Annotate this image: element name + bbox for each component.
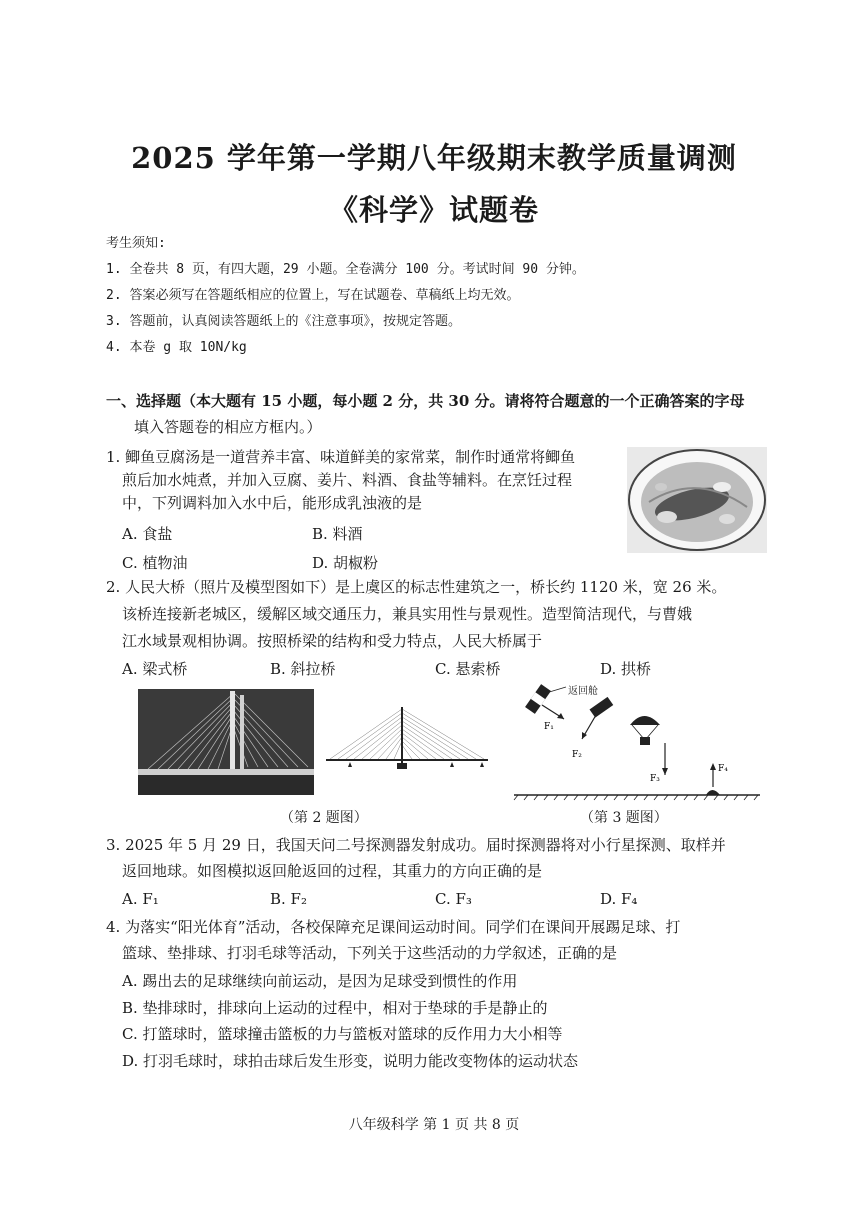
q1-line-3: 中，下列调料加入水中后，能形成乳浊液的是 bbox=[122, 494, 423, 512]
q3-option-d: D. F₄ bbox=[600, 890, 638, 908]
q3-line-2: 返回地球。如图模拟返回舱返回的过程，其重力的方向正确的是 bbox=[122, 862, 543, 880]
q1-line-2: 煎后加水炖煮，并加入豆腐、姜片、料酒、食盐等辅料。在烹饪过程 bbox=[122, 471, 573, 489]
bridge-model-diagram bbox=[324, 707, 490, 777]
q2-line-1: 2. 人民大桥（照片及模型图如下）是上虞区的标志性建筑之一，桥长约 1120 米，宽 26 米。 bbox=[106, 578, 727, 596]
exam-subtitle: 《科学》试题卷 bbox=[328, 193, 539, 227]
page-footer: 八年级科学 第 1 页 共 8 页 bbox=[348, 1117, 520, 1133]
force-label-f1: F₁ bbox=[544, 722, 554, 732]
section-heading-text: 一、选择题（本大题有 15 小题，每小题 2 分，共 30 分。请将符合题意的一个正确答案的字母 bbox=[106, 392, 745, 410]
capsule-force-diagram bbox=[510, 679, 766, 801]
force-label-f3: F₃ bbox=[650, 774, 660, 784]
notice-item-4: 4. 本卷 g 取 10N/kg bbox=[106, 340, 247, 355]
notice-item-2: 2. 答案必须写在答题纸相应的位置上，写在试题卷、草稿纸上均无效。 bbox=[106, 288, 520, 303]
figure-caption-q2: （第 2 题图） bbox=[280, 810, 368, 826]
q1-option-b: B. 料酒 bbox=[312, 525, 363, 543]
section-heading bbox=[106, 388, 766, 414]
q2-option-a: A. 梁式桥 bbox=[122, 660, 188, 678]
q2-line-3: 江水域景观相协调。按照桥梁的结构和受力特点，人民大桥属于 bbox=[122, 632, 543, 650]
q4-option-b: B. 垫排球时，排球向上运动的过程中，相对于垫球的手是静止的 bbox=[122, 999, 548, 1017]
notice-item-3: 3. 答题前，认真阅读答题纸上的《注意事项》，按规定答题。 bbox=[106, 314, 461, 329]
q4-option-a: A. 踢出去的足球继续向前运动，是因为足球受到惯性的作用 bbox=[122, 972, 518, 990]
q1-option-a: A. 食盐 bbox=[122, 525, 173, 543]
q1-option-c: C. 植物油 bbox=[122, 554, 188, 572]
q2-option-b: B. 斜拉桥 bbox=[270, 660, 336, 678]
force-label-f2: F₂ bbox=[572, 750, 582, 760]
q4-line-2: 篮球、垫排球、打羽毛球等活动，下列关于这些活动的力学叙述，正确的是 bbox=[122, 944, 618, 962]
exam-title: 2025 学年第一学期八年级期末教学质量调测 bbox=[131, 141, 737, 175]
q3-line-1: 3. 2025 年 5 月 29 日，我国天问二号探测器发射成功。届时探测器将对小行星探测、取样并 bbox=[106, 836, 726, 854]
q2-option-d: D. 拱桥 bbox=[600, 660, 652, 678]
q4-line-1: 4. 为落实“阳光体育”活动，各校保障充足课间运动时间。同学们在课间开展踢足球、打 bbox=[106, 918, 681, 936]
notice-item-1: 1. 全卷共 8 页，有四大题，29 小题。全卷满分 100 分。考试时间 90 分钟。 bbox=[106, 262, 585, 277]
q4-option-c: C. 打篮球时，篮球撞击篮板的力与篮板对篮球的反作用力大小相等 bbox=[122, 1025, 563, 1043]
bridge-photo bbox=[138, 689, 314, 795]
q4-option-d: D. 打羽毛球时，球拍击球后发生形变，说明力能改变物体的运动状态 bbox=[122, 1052, 579, 1070]
section-heading-cont: 填入答题卷的相应方框内。） bbox=[134, 418, 322, 436]
force-label-f4: F₄ bbox=[718, 764, 728, 774]
q1-line-1: 1. 鲫鱼豆腐汤是一道营养丰富、味道鲜美的家常菜，制作时通常将鲫鱼 bbox=[106, 448, 576, 466]
q3-option-b: B. F₂ bbox=[270, 890, 307, 908]
q3-option-a: A. F₁ bbox=[122, 890, 159, 908]
q2-option-c: C. 悬索桥 bbox=[435, 660, 501, 678]
fish-soup-photo bbox=[627, 447, 767, 553]
q1-option-d: D. 胡椒粉 bbox=[312, 554, 379, 572]
capsule-label: 返回舱 bbox=[568, 686, 598, 697]
q3-option-c: C. F₃ bbox=[435, 890, 472, 908]
notice-heading: 考生须知: bbox=[106, 236, 166, 251]
q2-line-2: 该桥连接新老城区，缓解区域交通压力，兼具实用性与景观性。造型简洁现代，与曹娥 bbox=[122, 605, 693, 623]
figure-caption-q3: （第 3 题图） bbox=[580, 810, 668, 826]
